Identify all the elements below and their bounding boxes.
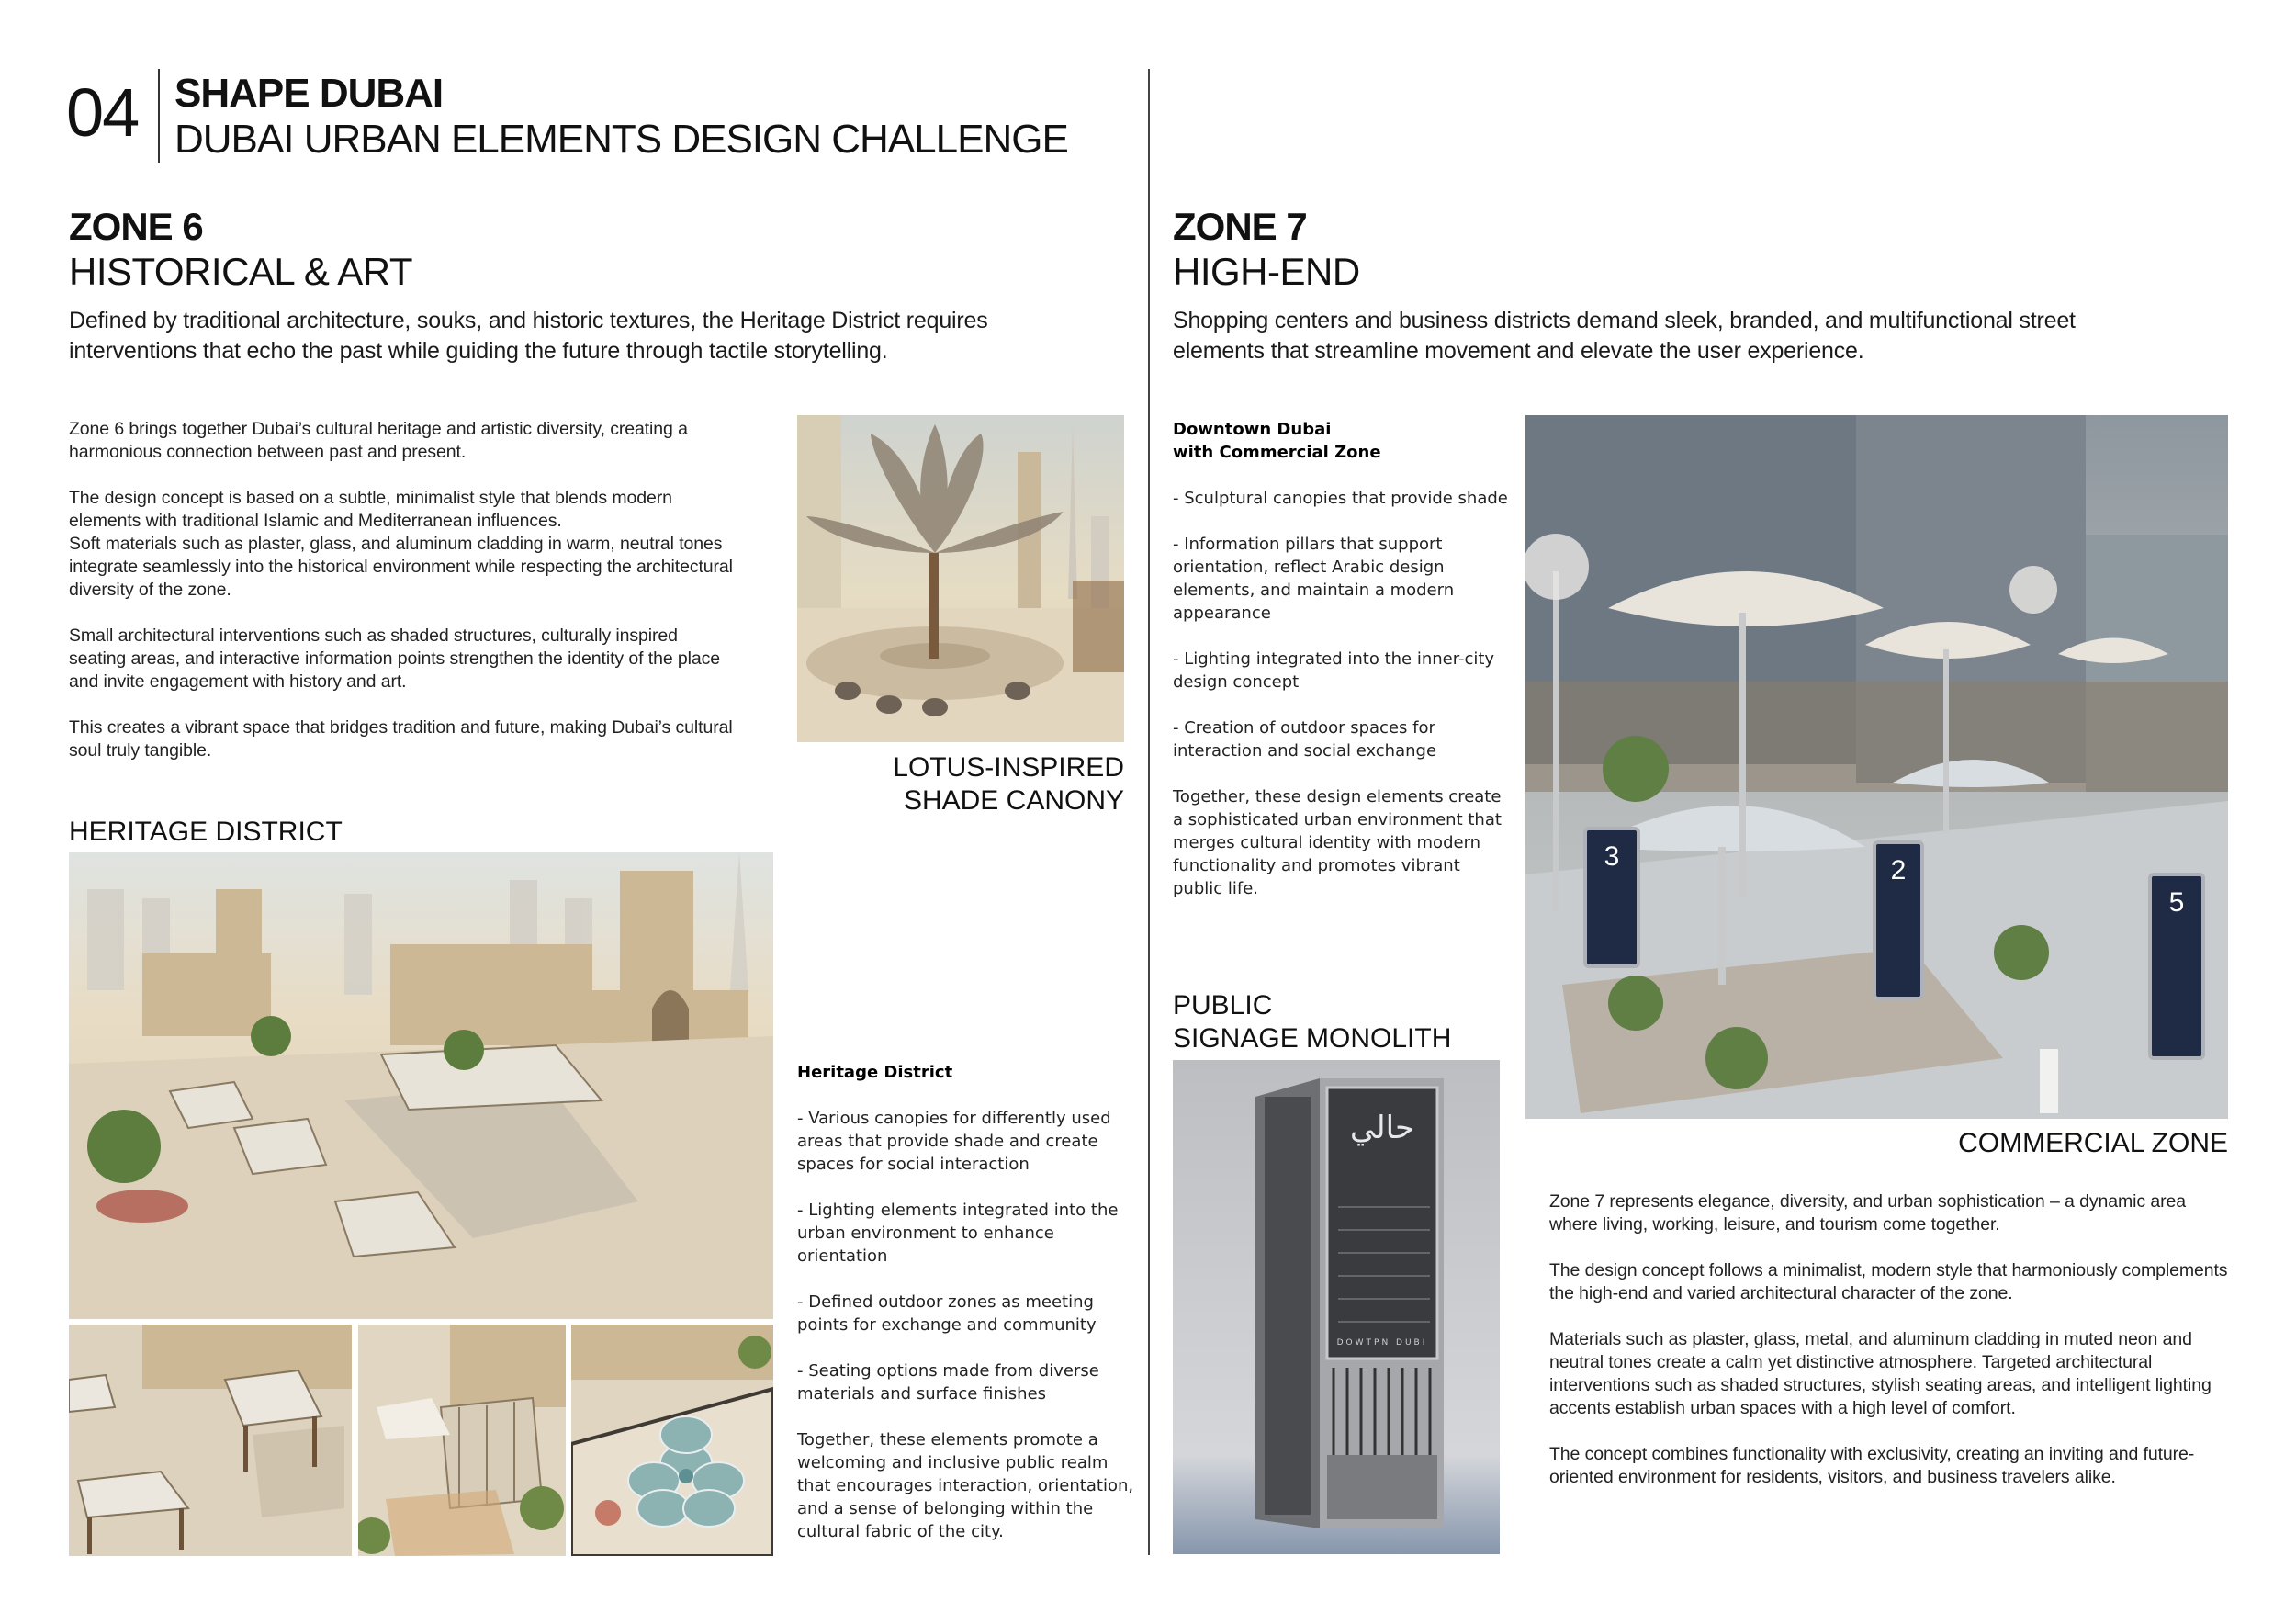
lotus-caption <box>797 751 1124 818</box>
lotus-caption-line: LOTUS-INSPIRED <box>893 752 1124 783</box>
commercial-zone-image <box>1525 415 2228 1119</box>
signage-caption-line: SIGNAGE MONOLITH <box>1173 1023 1452 1054</box>
downtown-heading-line: Downtown Dubai <box>1173 420 1332 439</box>
signage-monolith-image <box>1173 1060 1500 1554</box>
section-number: 04 <box>66 74 139 151</box>
zone6-body-paragraph: Zone 6 brings together Dubai’s cultural heritage and artistic diversity, creating a harmonious connection between past and present. <box>69 419 688 462</box>
heritage-canopy-detail-image <box>69 1325 352 1556</box>
heritage-district-image <box>69 852 773 1319</box>
zone7-body-paragraph: Materials such as plaster, glass, metal, and aluminum cladding in muted neon and neutral tones create a calm yet distinctive atmosphere. Targeted architectural interventions such as shaded structures, stylish seating areas, and intelligent lighting accents establish urban spaces with a high level of comfort. <box>1549 1329 2212 1418</box>
heritage-list-item: - Lighting elements integrated into the urban environment to enhance orientation <box>797 1201 1119 1266</box>
document-subtitle: DUBAI URBAN ELEMENTS DESIGN CHALLENGE <box>174 117 1068 162</box>
heritage-list-item: - Various canopies for differently used areas that provide shade and create spaces for social interaction <box>797 1109 1111 1174</box>
heritage-list-item: - Seating options made from diverse materials and surface finishes <box>797 1361 1099 1404</box>
downtown-list-summary: Together, these design elements create a sophisticated urban environment that merges cultural identity with modern functionality and promotes vibrant public life. <box>1173 787 1502 898</box>
heritage-mosaic-detail-image <box>571 1325 773 1556</box>
page-divider <box>1148 69 1150 1555</box>
zone6-body <box>69 418 735 762</box>
heritage-list-item: - Defined outdoor zones as meeting points for exchange and community <box>797 1292 1097 1335</box>
heritage-district-label: HERITAGE DISTRICT <box>69 817 343 847</box>
svg-text:ﺣﺎﻟﻲ: ﺣﺎﻟﻲ <box>1349 1110 1415 1146</box>
commercial-sign-number: 5 <box>2168 887 2185 918</box>
zone7-body-paragraph: The design concept follows a minimalist, modern style that harmoniously complements the high-end and varied architectural character of the zone. <box>1549 1260 2228 1303</box>
heritage-list-heading: Heritage District <box>797 1063 953 1082</box>
downtown-list-item: - Sculptural canopies that provide shade <box>1173 489 1508 508</box>
zone6-body-paragraph: Soft materials such as plaster, glass, and aluminum cladding in warm, neutral tones integrate seamlessly into the historical environment while respecting the architectural diversity of the zone. <box>69 534 733 600</box>
signage-caption <box>1173 989 1451 1055</box>
commercial-sign-number: 3 <box>1604 841 1620 872</box>
downtown-list-heading <box>1173 418 1513 464</box>
downtown-list-item: - Information pillars that support orientation, reflect Arabic design elements, and maintain a modern appearance <box>1173 535 1455 623</box>
downtown-heading-line: with Commercial Zone <box>1173 443 1381 462</box>
zone7-subtitle: HIGH-END <box>1173 250 1360 293</box>
zone6-intro: Defined by traditional architecture, souks, and historic textures, the Heritage District requires interventions that echo the past while guiding the future through tactile storytelling. <box>69 308 988 364</box>
commercial-zone-caption: COMMERCIAL ZONE <box>1958 1128 2228 1158</box>
header-separator <box>158 69 160 163</box>
lotus-canopy-image <box>797 415 1124 742</box>
zone7-body-paragraph: The concept combines functionality with exclusivity, creating an inviting and future-oriented environment for residents, visitors, and business travelers alike. <box>1549 1444 2195 1487</box>
downtown-list-item: - Lighting integrated into the inner-city design concept <box>1173 649 1495 692</box>
downtown-list <box>1173 418 1513 923</box>
zone6-body-paragraph: This creates a vibrant space that bridges tradition and future, making Dubai’s cultural soul truly tangible. <box>69 717 733 761</box>
zone7-title: ZONE 7 <box>1173 205 1307 248</box>
lotus-caption-line: SHADE CANONY <box>903 785 1124 816</box>
zone7-intro: Shopping centers and business districts demand sleek, branded, and multifunctional street elements that streamline movement and elevate the user experience. <box>1173 308 2076 364</box>
zone6-subtitle: HISTORICAL & ART <box>69 250 412 293</box>
document-title: SHAPE DUBAI <box>174 71 444 116</box>
commercial-sign-number: 2 <box>1890 855 1907 885</box>
heritage-district-list <box>797 1061 1137 1566</box>
zone7-body <box>1549 1190 2234 1489</box>
signage-caption-line: PUBLIC <box>1173 990 1273 1021</box>
zone6-body-paragraph: The design concept is based on a subtle, minimalist style that blends modern elements with traditional Islamic and Mediterranean influences. <box>69 488 672 531</box>
signage-text: DOWTPN DUBI <box>1336 1338 1428 1348</box>
downtown-list-item: - Creation of outdoor spaces for interaction and social exchange <box>1173 718 1437 761</box>
heritage-pergola-detail-image <box>358 1325 566 1556</box>
heritage-list-summary: Together, these elements promote a welcoming and inclusive public realm that encourages interaction, orientation, and a sense of belonging within the cultural fabric of the city. <box>797 1430 1134 1541</box>
zone6-title: ZONE 6 <box>69 205 203 248</box>
zone7-body-paragraph: Zone 7 represents elegance, diversity, and urban sophistication – a dynamic area where living, working, leisure, and tourism come together. <box>1549 1191 2186 1235</box>
zone6-body-paragraph: Small architectural interventions such as shaded structures, culturally inspired seating areas, and interactive information points strengthen the identity of the place and invite engagement with history and art. <box>69 626 721 692</box>
